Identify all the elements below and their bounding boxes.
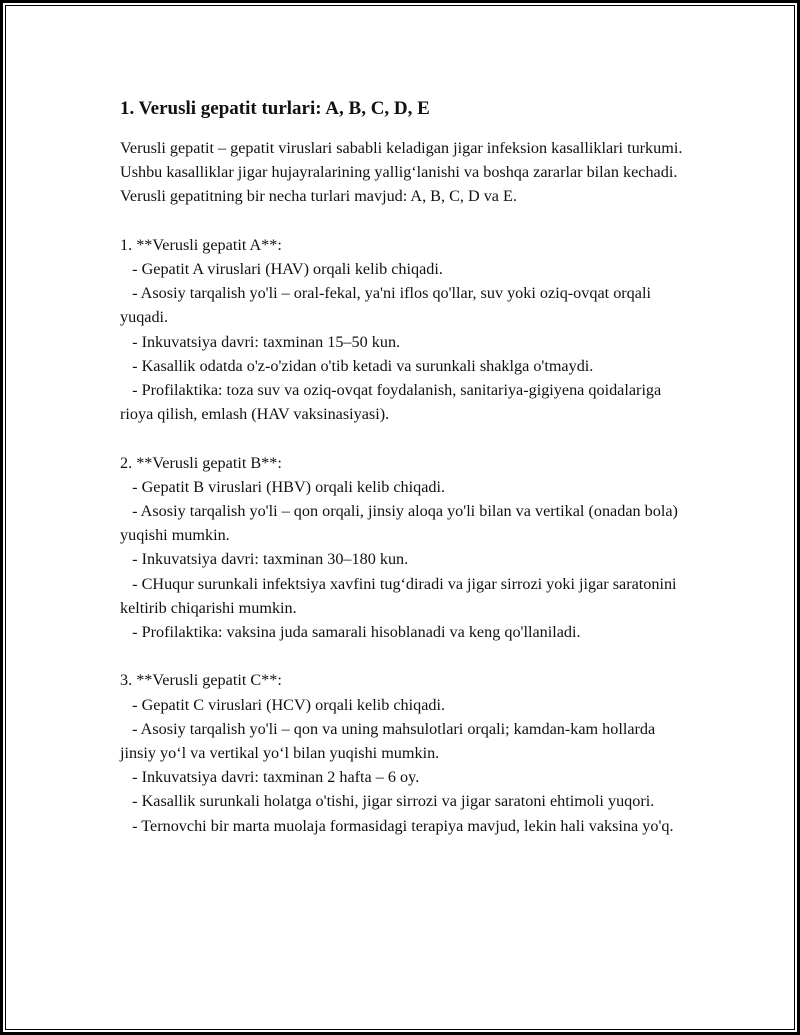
page-title: 1. Verusli gepatit turlari: A, B, C, D, E — [120, 98, 430, 119]
list-item: - Ternovchi bir marta muolaja formasidagi terapiya mavjud, lekin hali vaksina yo'q. — [120, 816, 674, 835]
spacer — [120, 209, 695, 233]
section-hepatitis-b — [120, 451, 695, 645]
list-item: - Asosiy tarqalish yo'li – oral-fekal, ya'ni iflos qo'llar, suv yoki oziq-ovqat orqali yuqadi. — [120, 284, 655, 327]
list-item: - Asosiy tarqalish yo'li – qon va uning mahsulotlari orqali; kamdan-kam hollarda jinsiy yo‘l va vertikal yo‘l bilan yuqishi mumkin. — [120, 719, 660, 763]
spacer — [120, 644, 695, 668]
list-item: - Gepatit C viruslari (HCV) orqali kelib chiqadi. — [120, 695, 446, 714]
section-heading: 2. **Verusli gepatit B**: — [120, 453, 282, 472]
list-item: - Gepatit B viruslari (HBV) orqali kelib chiqadi. — [120, 477, 446, 496]
list-item: - Inkuvatsiya davri: taxminan 2 hafta – 6 oy. — [120, 768, 420, 787]
section-hepatitis-c — [120, 668, 695, 837]
list-item: - Kasallik odatda o'z-o'zidan o'tib ketadi va surunkali shaklga o'tmaydi. — [120, 356, 594, 375]
document-content — [120, 96, 695, 838]
intro-paragraph: Verusli gepatit – gepatit viruslari sababli keladigan jigar infeksion kasalliklari turkumi. Ushbu kasalliklar jigar hujayralarining yallig‘lanishi va boshqa zararlar bilan kechadi. Verusli gepatitning bir necha turlari mavjud: A, B, C, D va E. — [120, 139, 683, 206]
list-item: - Kasallik surunkali holatga o'tishi, jigar sirrozi va jigar saratoni ehtimoli yuqori. — [120, 792, 655, 811]
list-item: - CHuqur surunkali infektsiya xavfini tug‘diradi va jigar sirrozi yoki jigar saratonini keltirib chiqarishi mumkin. — [120, 574, 681, 617]
section-heading: 1. **Verusli gepatit A**: — [120, 235, 282, 254]
list-item: - Gepatit A viruslari (HAV) orqali kelib chiqadi. — [120, 260, 443, 278]
section-hepatitis-a — [120, 233, 695, 427]
list-item: - Inkuvatsiya davri: taxminan 15–50 kun. — [120, 332, 401, 351]
list-item: - Profilaktika: toza suv va oziq-ovqat foydalanish, sanitariya-gigiyena qoidalariga rioya qilish, emlash (HAV vaksinasiyasi). — [120, 381, 666, 424]
list-item: - Profilaktika: vaksina juda samarali hisoblanadi va keng qo'llaniladi. — [120, 623, 581, 642]
section-heading: 3. **Verusli gepatit C**: — [120, 671, 282, 690]
list-item: - Inkuvatsiya davri: taxminan 30–180 kun. — [120, 550, 409, 569]
list-item: - Asosiy tarqalish yo'li – qon orqali, jinsiy aloqa yo'li bilan va vertikal (onadan bola) yuqishi mumkin. — [120, 502, 682, 545]
spacer — [120, 426, 695, 450]
